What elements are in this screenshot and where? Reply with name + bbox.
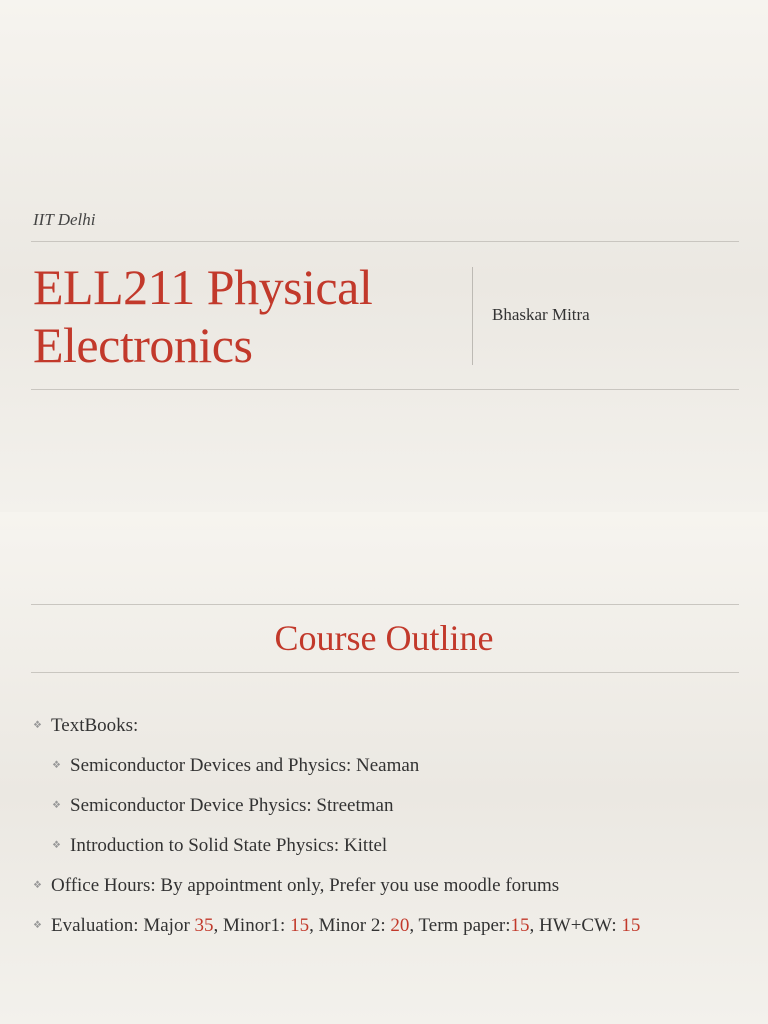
bottom-divider bbox=[31, 389, 739, 390]
major-weight: 35 bbox=[194, 915, 214, 936]
slide-title: Course Outline bbox=[274, 618, 494, 658]
course-title: ELL211 Physical Electronics bbox=[33, 259, 373, 373]
title-top-divider bbox=[31, 604, 739, 605]
term-paper-label: , Term paper: bbox=[409, 915, 511, 936]
institution-label: IIT Delhi bbox=[33, 210, 96, 229]
diamond-bullet-icon: ❖ bbox=[52, 800, 61, 811]
textbook-item: Introduction to Solid State Physics: Kittel bbox=[70, 835, 388, 856]
textbook-item: Semiconductor Devices and Physics: Neaman bbox=[70, 755, 420, 776]
evaluation-prefix: Evaluation: Major bbox=[51, 915, 195, 936]
title-bottom-divider bbox=[31, 672, 739, 673]
diamond-bullet-icon: ❖ bbox=[33, 920, 42, 931]
diamond-bullet-icon: ❖ bbox=[52, 760, 61, 771]
office-hours-text: Office Hours: By appointment only, Prefer you use moodle forums bbox=[51, 875, 560, 896]
list-item bbox=[52, 795, 394, 817]
diamond-bullet-icon: ❖ bbox=[52, 840, 61, 851]
list-item bbox=[33, 715, 139, 737]
minor2-label: , Minor 2: bbox=[309, 915, 391, 936]
hw-cw-weight: 15 bbox=[621, 915, 641, 936]
minor1-weight: 15 bbox=[290, 915, 310, 936]
diamond-bullet-icon: ❖ bbox=[33, 880, 42, 891]
textbook-item: Semiconductor Device Physics: Streetman bbox=[70, 795, 394, 816]
diamond-bullet-icon: ❖ bbox=[33, 720, 42, 731]
vertical-divider bbox=[472, 267, 473, 365]
author-name: Bhaskar Mitra bbox=[492, 305, 590, 324]
minor2-weight: 20 bbox=[390, 915, 410, 936]
list-item bbox=[52, 755, 420, 777]
term-paper-weight: 15 bbox=[510, 915, 530, 936]
outline-slide bbox=[0, 512, 768, 1024]
list-item bbox=[33, 915, 641, 937]
textbooks-label: TextBooks: bbox=[51, 715, 139, 736]
minor1-label: , Minor1: bbox=[213, 915, 291, 936]
list-item bbox=[52, 835, 388, 857]
top-divider bbox=[31, 241, 739, 242]
hw-cw-label: , HW+CW: bbox=[529, 915, 622, 936]
list-item bbox=[33, 875, 560, 897]
